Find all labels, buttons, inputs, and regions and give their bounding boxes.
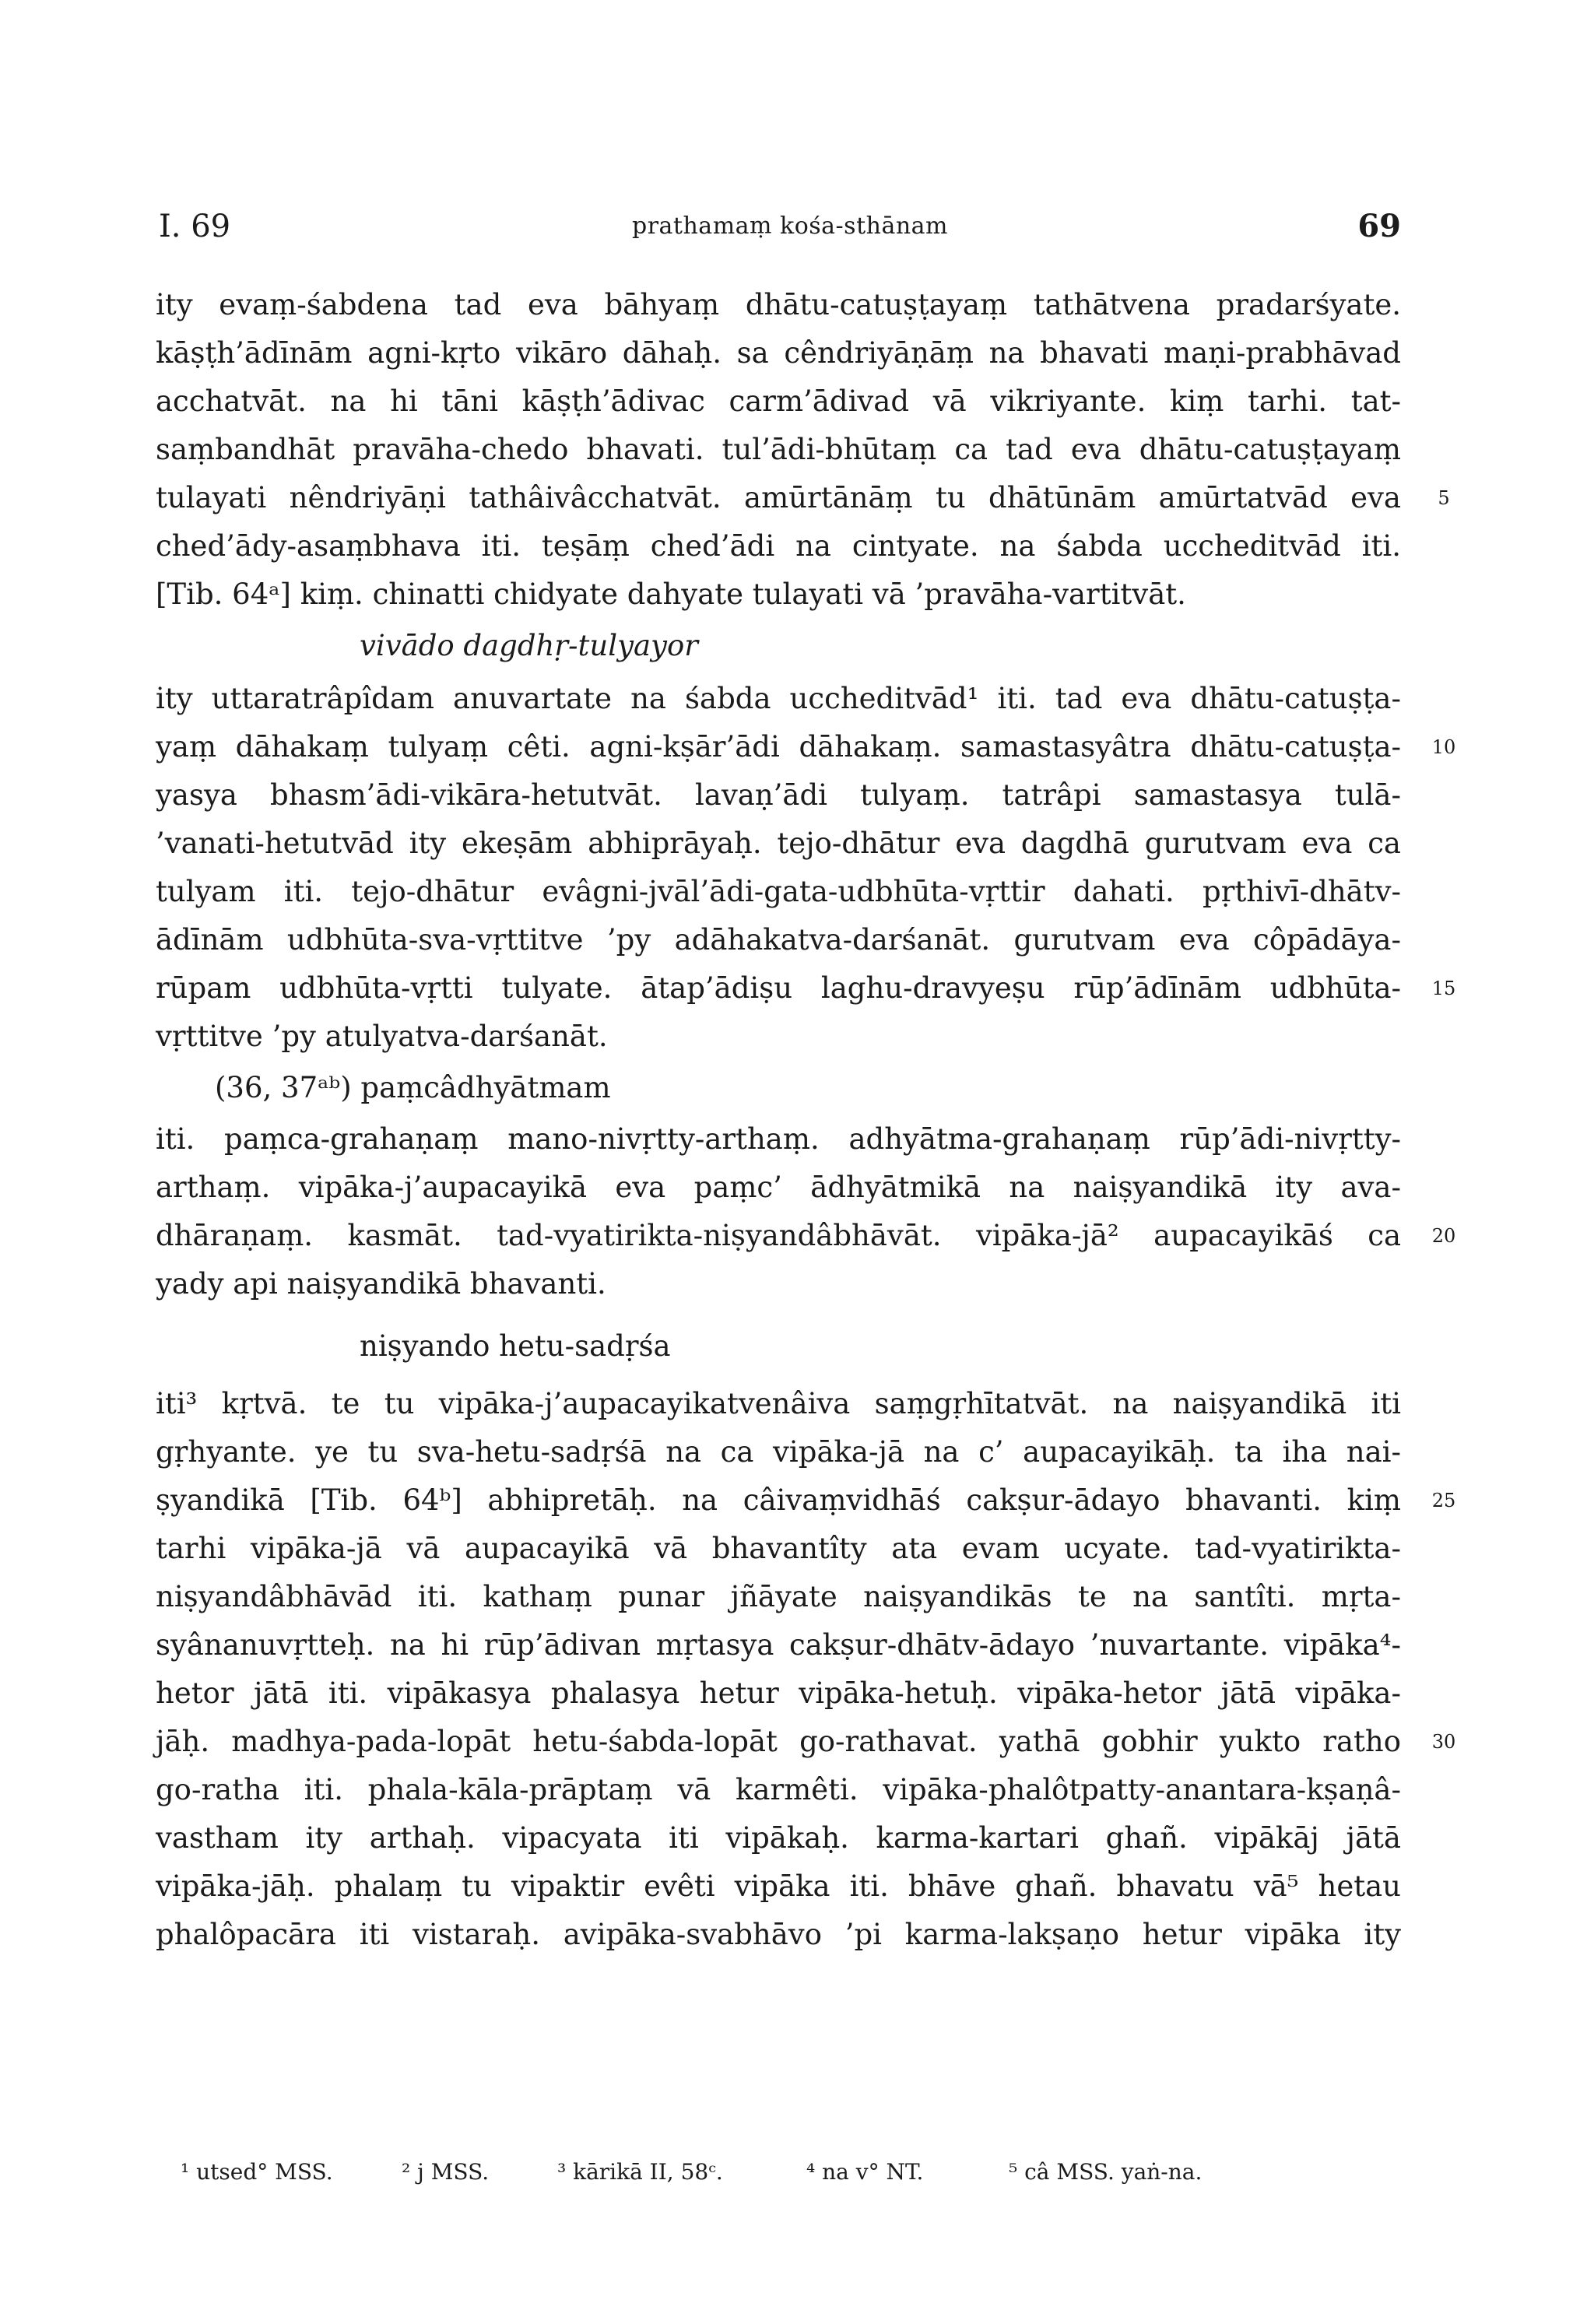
footnote: ³ kārikā II, 58ᶜ.	[557, 2159, 723, 2185]
text-line: [Tib. 64ᵃ] kiṃ. chinatti chidyate dahyate tulayati vā ’pravāha-vartitvāt.	[156, 577, 1186, 611]
footnote: ² j MSS.	[402, 2159, 490, 2185]
text-line: yasya bhasm’ādi-vikāra-hetutvāt. lavaṇ’ādi tulyaṃ. tatrâpi samastasya tulā-	[156, 778, 1401, 812]
text-line: hetor jātā iti. vipākasya phalasya hetur vipāka-hetuḥ. vipāka-hetor jātā vipāka-	[156, 1676, 1401, 1710]
text-line: ity uttaratrâpîdam anuvartate na śabda uccheditvād¹ iti. tad eva dhātu-catuṣṭa-	[156, 682, 1401, 715]
verse-quote: vivādo dagdhṛ-tulyayor	[360, 629, 698, 662]
text-line: go-ratha iti. phala-kāla-prāptaṃ vā karmêti. vipāka-phalôtpatty-anantara-kṣaṇâ-	[156, 1773, 1401, 1806]
text-line: dhāraṇaṃ. kasmāt. tad-vyatirikta-niṣyandâbhāvāt. vipāka-jā² aupacayikāś ca	[156, 1219, 1401, 1252]
text-line: ched’ādy-asaṃbhava iti. teṣāṃ ched’ādi na cintyate. na śabda uccheditvād iti.	[156, 529, 1401, 563]
text-line: niṣyandâbhāvād iti. kathaṃ punar jñāyate naiṣyandikās te na santîti. mṛta-	[156, 1580, 1401, 1613]
text-line: ity evaṃ-śabdena tad eva bāhyaṃ dhātu-catuṣṭayaṃ tathātvena pradarśyate.	[156, 288, 1401, 321]
text-line: vastham ity arthaḥ. vipacyata iti vipākaḥ. karma-kartari ghañ. vipākāj jātā	[156, 1821, 1401, 1855]
text-line	[156, 1960, 1401, 2006]
text-line: yady api naiṣyandikā bhavanti.	[156, 1267, 606, 1301]
page-number: 69	[1357, 208, 1401, 244]
text-line: gṛhyante. ye tu sva-hetu-sadṛśā na ca vipāka-jā na c’ aupacayikāḥ. ta iha nai-	[156, 1435, 1401, 1469]
margin-line-number: 20	[1431, 1225, 1456, 1247]
text-line: tulayati nêndriyāṇi tathâivâcchatvāt. amūrtānāṃ tu dhātūnām amūrtatvād eva	[156, 481, 1401, 514]
text-line: acchatvāt. na hi tāni kāṣṭh’ādivac carm’ādivad vā vikriyante. kiṃ tarhi. tat-	[156, 384, 1401, 418]
text-line: phalôpacāra iti vistaraḥ. avipāka-svabhāvo ’pi karma-lakṣaṇo hetur vipāka ity	[156, 1918, 1401, 1951]
text-line: tarhi vipāka-jā vā aupacayikā vā bhavantîty ata evam ucyate. tad-vyatirikta-	[156, 1532, 1401, 1565]
text-line: rūpam udbhūta-vṛtti tulyate. ātap’ādiṣu laghu-dravyeṣu rūp’ādīnām udbhūta-	[156, 971, 1401, 1005]
text-line: saṃbandhāt pravāha-chedo bhavati. tul’ādi-bhūtaṃ ca tad eva dhātu-catuṣṭayaṃ	[156, 433, 1401, 466]
margin-line-number: 15	[1431, 978, 1456, 999]
text-line: kāṣṭh’ādīnām agni-kṛto vikāro dāhaḥ. sa cêndriyāṇāṃ na bhavati maṇi-prabhāvad	[156, 336, 1401, 370]
text-line: syânanuvṛtteḥ. na hi rūp’ādivan mṛtasya cakṣur-dhātv-ādayo ’nuvartante. vipāka⁴-	[156, 1628, 1401, 1662]
text-line: yaṃ dāhakaṃ tulyaṃ cêti. agni-kṣār’ādi dāhakaṃ. samastasyâtra dhātu-catuṣṭa-	[156, 730, 1401, 764]
footnote: ⁵ câ MSS. yaṅ-na.	[1009, 2159, 1203, 2185]
text-line: ādīnām udbhūta-sva-vṛttitve ’py adāhakatva-darśanāt. gurutvam eva côpādāya-	[156, 923, 1401, 957]
text-line: vṛttitve ’py atulyatva-darśanāt.	[156, 1020, 608, 1053]
verse-reference: (36, 37ᵃᵇ) paṃcâdhyātmam	[215, 1071, 611, 1104]
text-line: vipāka-jāḥ. phalaṃ tu vipaktir evêti vipāka iti. bhāve ghañ. bhavatu vā⁵ hetau	[156, 1869, 1401, 1903]
footnote: ⁴ na v° NT.	[806, 2159, 924, 2185]
verse-quote: niṣyando hetu-sadṛśa	[360, 1329, 671, 1363]
margin-line-number: 10	[1431, 736, 1456, 758]
margin-line-number: 30	[1431, 1731, 1456, 1753]
text-line: arthaṃ. vipāka-j’aupacayikā eva paṃc’ ādhyātmikā na naiṣyandikā ity ava-	[156, 1171, 1401, 1204]
text-line: ’vanati-hetutvād ity ekeṣām abhiprāyaḥ. tejo-dhātur eva dagdhā gurutvam eva ca	[156, 827, 1401, 860]
margin-line-number: 5	[1438, 487, 1450, 509]
footnote: ¹ utsed° MSS.	[181, 2159, 333, 2185]
text-line: ṣyandikā [Tib. 64ᵇ] abhipretāḥ. na câivaṃvidhāś cakṣur-ādayo bhavanti. kiṃ	[156, 1483, 1401, 1517]
running-title: prathamaṃ kośa-sthānam	[632, 212, 948, 240]
page-section-label: I. 69	[159, 209, 231, 244]
text-line: tulyam iti. tejo-dhātur evâgni-jvāl’ādi-gata-udbhūta-vṛttir dahati. pṛthivī-dhātv-	[156, 875, 1401, 908]
text-line: iti³ kṛtvā. te tu vipāka-j’aupacayikatvenâiva saṃgṛhītatvāt. na naiṣyandikā iti	[156, 1387, 1401, 1420]
text-line: jāḥ. madhya-pada-lopāt hetu-śabda-lopāt go-rathavat. yathā gobhir yukto ratho	[156, 1725, 1401, 1758]
margin-line-number: 25	[1431, 1490, 1456, 1511]
text-line: iti. paṃca-grahaṇaṃ mano-nivṛtty-arthaṃ. adhyātma-grahaṇaṃ rūp’ādi-nivṛtty-	[156, 1122, 1401, 1156]
